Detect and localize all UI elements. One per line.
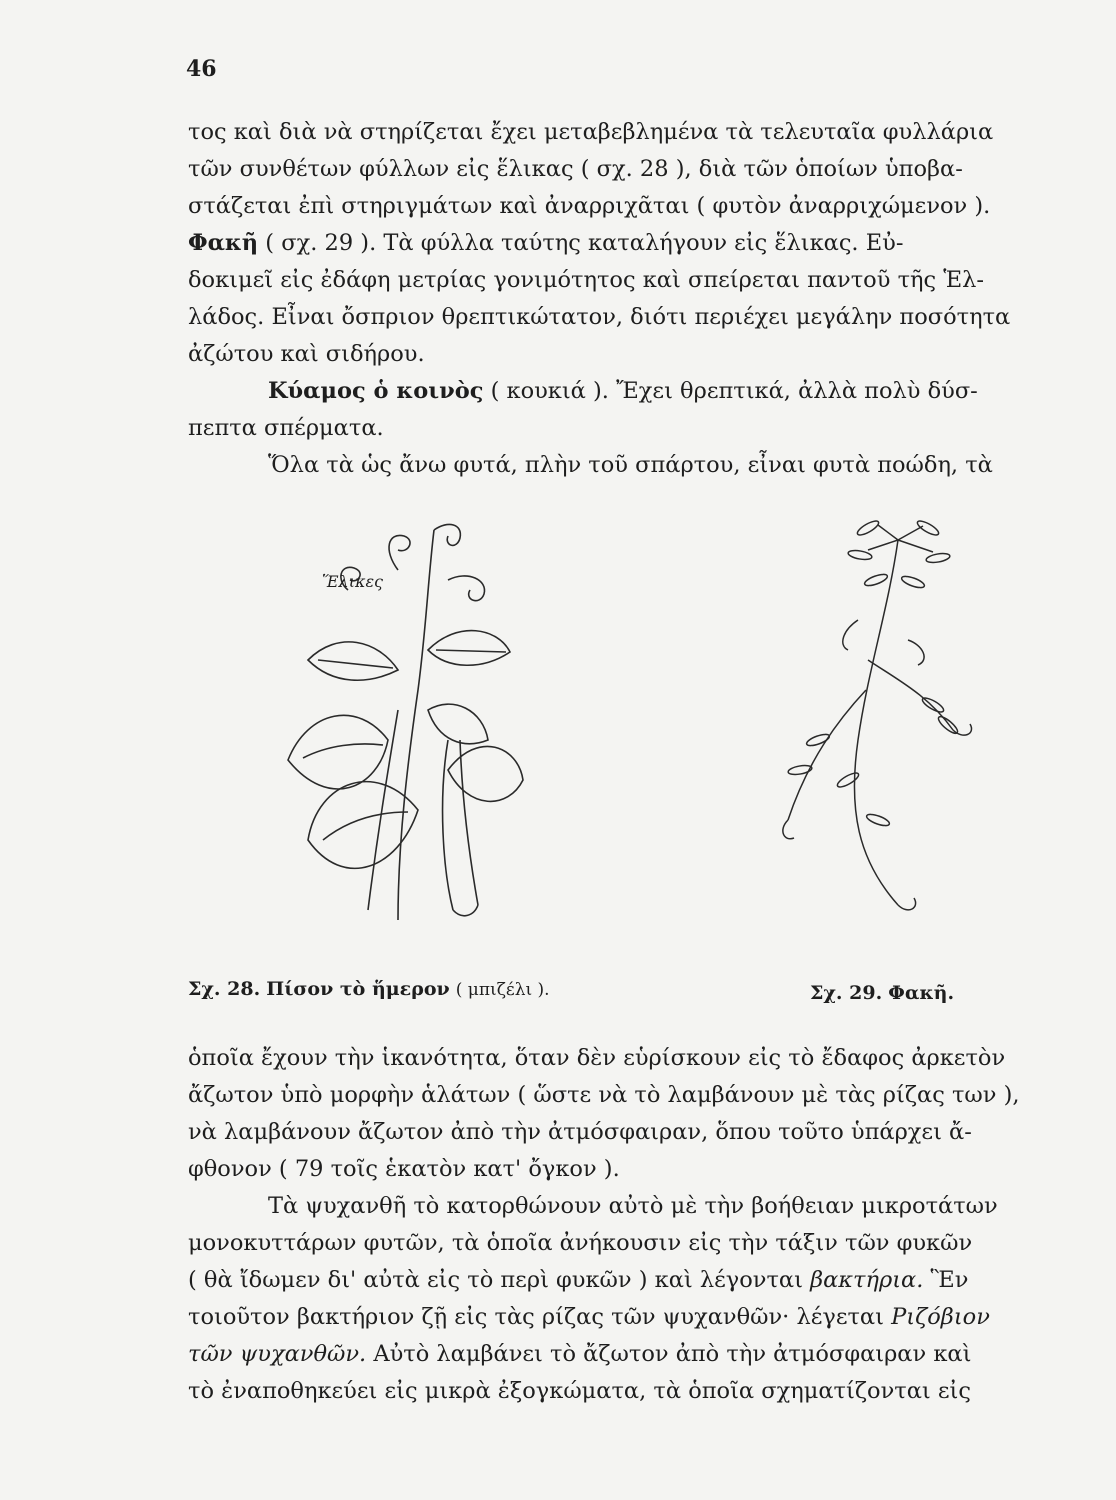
text-line: δοκιμεῖ εἰς ἐδάφη μετρίας γονιμότητος καὶ σπείρεται παντοῦ τῆς Ἑλ- [188, 267, 985, 293]
lentil-plant-illustration [748, 520, 988, 920]
figure-29-label: Σχ. 29. [810, 982, 883, 1004]
text-line [188, 1262, 1038, 1299]
pea-plant-illustration [248, 510, 538, 930]
term-bakteria: βακτήρια. [810, 1267, 924, 1293]
figure-28-label: Σχ. 28. [188, 978, 261, 1000]
helix-annotation: Ἕλικες [322, 572, 384, 591]
text-line: φθονον ( 79 τοῖς ἑκατὸν κατ' ὄγκον ). [188, 1156, 620, 1182]
text-line: στάζεται ἐπὶ στηριγμάτων καὶ ἀναρριχᾶται ( φυτὸν ἀναρριχώμενον ). [188, 193, 991, 219]
figure-29-title: Φακῆ. [888, 982, 955, 1004]
text-line: Τὰ ψυχανθῆ τὸ κατορθώνουν αὐτὸ μὲ τὴν βοήθειαν μικροτάτων [268, 1193, 998, 1219]
text-line-part: Αὐτὸ λαμβάνει τὸ ἄζωτον ἀπὸ τὴν ἀτμόσφαιραν καὶ [366, 1341, 972, 1367]
text-line [188, 373, 1038, 410]
text-line: Ὅλα τὰ ὡς ἄνω φυτά, πλὴν τοῦ σπάρτου, εἶναι φυτὰ ποώδη, τὰ [268, 452, 993, 478]
text-line: μονοκυττάρων φυτῶν, τὰ ὁποῖα ἀνήκουσιν εἰς τὴν τάξιν τῶν φυκῶν [188, 1230, 973, 1256]
text-line [188, 1336, 1038, 1373]
text-line [188, 1299, 1038, 1336]
figure-28-note: ( μπιζέλι ). [455, 980, 550, 1000]
figures-area [188, 510, 1038, 1020]
text-line: ὁποῖα ἔχουν τὴν ἱκανότητα, ὅταν δὲν εὑρίσκουν εἰς τὸ ἔδαφος ἀρκετὸν [188, 1045, 1006, 1071]
text-line: τος καὶ διὰ νὰ στηρίζεται ἔχει μεταβεβλημένα τὰ τελευταῖα φυλλάρια [188, 119, 994, 145]
text-line: πεπτα σπέρματα. [188, 415, 384, 441]
term-faki: Φακῆ [188, 230, 259, 256]
figure-29-caption [810, 982, 954, 1004]
text-line-part: ( θὰ ἴδωμεν δι' αὐτὰ εἰς τὸ περὶ φυκῶν ) καὶ λέγονται [188, 1267, 803, 1293]
bottom-paragraphs [188, 1040, 1038, 1410]
text-line [188, 225, 1038, 262]
term-psychanthon: τῶν ψυχανθῶν. [188, 1341, 367, 1367]
text-line-rest: ( σχ. 29 ). Τὰ φύλλα ταύτης καταλήγουν εἰς ἕλικας. Εὐ- [265, 230, 904, 256]
page-number: 46 [186, 56, 217, 82]
figure-28-caption [188, 978, 550, 1000]
text-line: ἄζωτον ὑπὸ μορφὴν ἁλάτων ( ὥστε νὰ τὸ λαμβάνουν μὲ τὰς ρίζας των ), [188, 1082, 1020, 1108]
figure-28-title: Πίσον τὸ ἥμερον [266, 978, 450, 1000]
text-line: τὸ ἐναποθηκεύει εἰς μικρὰ ἐξογκώματα, τὰ ὁποῖα σχηματίζονται εἰς [188, 1378, 971, 1404]
top-paragraphs [188, 114, 1038, 484]
text-line-part: τοιοῦτον βακτήριον ζῇ εἰς τὰς ρίζας τῶν ψυχανθῶν· λέγεται [188, 1304, 884, 1330]
term-rizobion: Ριζόβιον [891, 1304, 990, 1330]
text-line: νὰ λαμβάνουν ἄζωτον ἀπὸ τὴν ἀτμόσφαιραν, ὅπου τοῦτο ὑπάρχει ἄ- [188, 1119, 972, 1145]
text-line: ἀζώτου καὶ σιδήρου. [188, 341, 425, 367]
term-kyamos: Κύαμος ὁ κοινὸς [268, 378, 484, 404]
text-line: τῶν συνθέτων φύλλων εἰς ἕλικας ( σχ. 28 ), διὰ τῶν ὁποίων ὑποβα- [188, 156, 963, 182]
text-line: λάδος. Εἶναι ὄσπριον θρεπτικώτατον, διότι περιέχει μεγάλην ποσότητα [188, 304, 1011, 330]
text-line-part: Ἓν [923, 1267, 969, 1293]
text-line-rest: ( κουκιά ). Ἔχει θρεπτικά, ἀλλὰ πολὺ δύσ- [490, 378, 978, 404]
